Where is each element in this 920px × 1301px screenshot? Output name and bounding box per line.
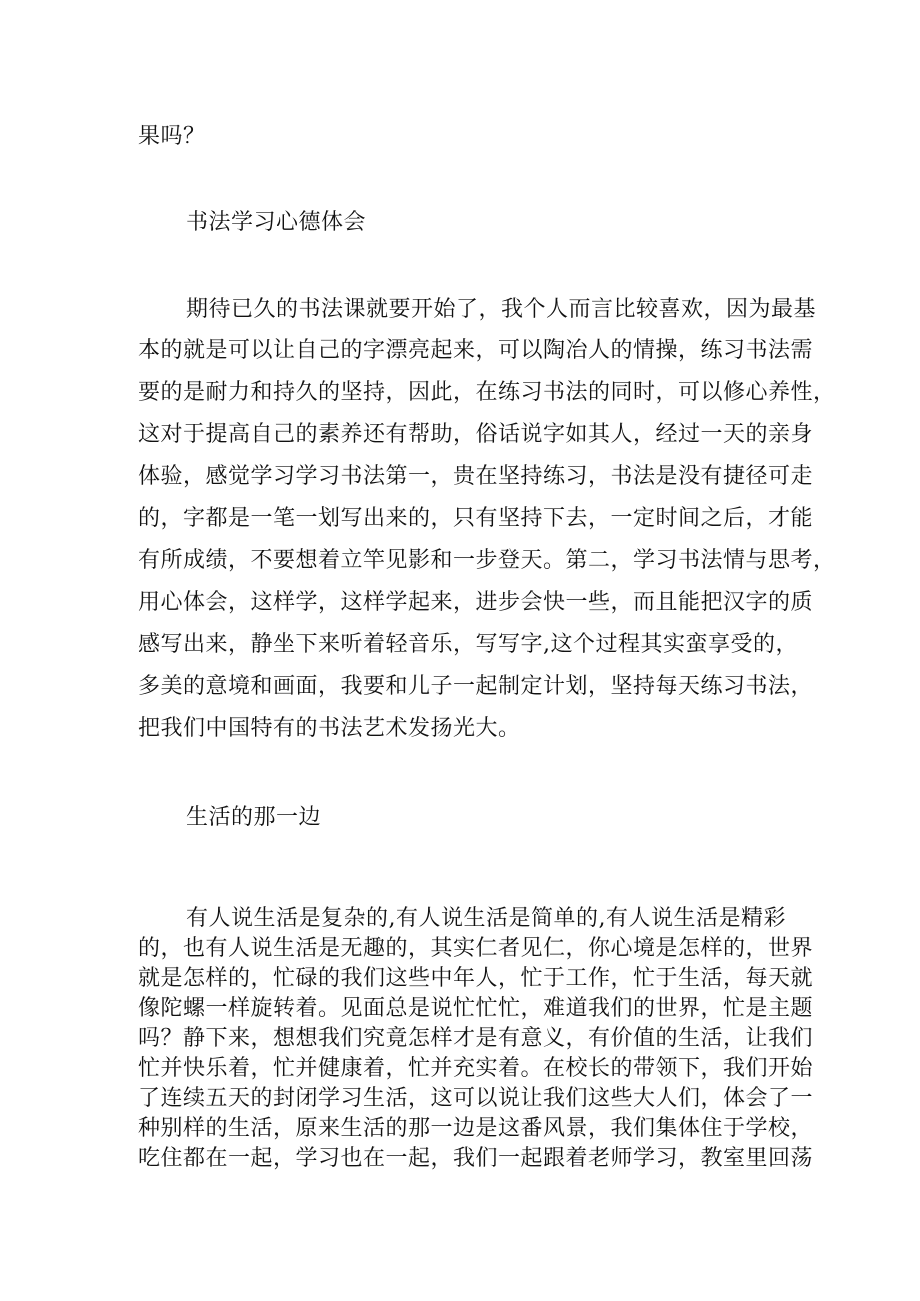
paragraph-line: 期待已久的书法课就要开始了，我个人而言比较喜欢，因为最基 [186,297,817,322]
paragraph-line: 吗？静下来，想想我们究竟怎样才是有意义，有价值的生活，让我们 [138,1026,814,1051]
section-title-calligraphy: 书法学习心德体会 [186,210,367,235]
paragraph-line: 感写出来，静坐下来听着轻音乐，写写字,这个过程其实蛮享受的， [138,632,798,657]
paragraph-line: 就是怎样的，忙碌的我们这些中年人，忙于工作，忙于生活，每天就 [138,966,814,991]
paragraph-line: 用心体会，这样学，这样学起来，进步会快一些，而且能把汉字的质 [138,590,814,615]
section-title-life: 生活的那一边 [186,805,322,830]
paragraph-line: 有人说生活是复杂的,有人说生活是简单的,有人说生活是精彩 [186,906,786,931]
paragraph-line: 多美的意境和画面，我要和儿子一起制定计划，坚持每天练习书法， [138,674,814,699]
paragraph-line: 的，字都是一笔一划写出来的，只有坚持下去，一定时间之后，才能 [138,506,814,531]
paragraph-line: 本的就是可以让自己的字漂亮起来，可以陶冶人的情操，练习书法需 [138,338,814,363]
paragraph-line: 种别样的生活，原来生活的那一边是这番风景，我们集体住于学校， [138,1116,814,1141]
paragraph-line: 像陀螺一样旋转着。见面总是说忙忙忙，难道我们的世界，忙是主题 [138,996,814,1021]
paragraph-line: 吃住都在一起，学习也在一起，我们一起跟着老师学习，教室里回荡 [138,1146,814,1171]
continuation-line: 果吗？ [138,124,206,149]
paragraph-line: 忙并快乐着，忙并健康着，忙并充实着。在校长的带领下，我们开始 [138,1056,814,1081]
paragraph-line: 把我们中国特有的书法艺术发扬光大。 [138,716,521,741]
paragraph-line: 了连续五天的封闭学习生活，这可以说让我们这些大人们，体会了一 [138,1086,814,1111]
paragraph-line: 要的是耐力和持久的坚持，因此，在练习书法的同时，可以修心养性， [138,380,836,405]
paragraph-line: 的，也有人说生活是无趣的，其实仁者见仁，你心境是怎样的，世界 [138,936,814,961]
paragraph-line: 有所成绩，不要想着立竿见影和一步登天。第二，学习书法情与思考， [138,548,836,573]
paragraph-line: 这对于提高自己的素养还有帮助，俗话说字如其人，经过一天的亲身 [138,422,814,447]
paragraph-line: 体验，感觉学习学习书法第一，贵在坚持练习，书法是没有捷径可走 [138,464,814,489]
